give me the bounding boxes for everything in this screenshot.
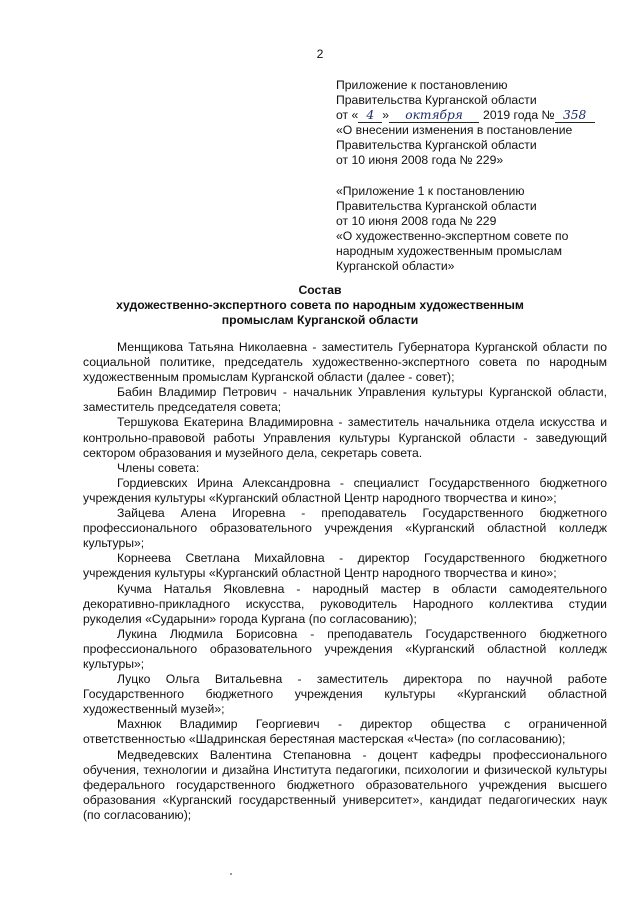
heading-subtitle: промыслам Курганской области	[221, 313, 419, 327]
member-paragraph: Гордиевских Ирина Александровна - специалист Государственного бюджетного учреждения культуры «Курганский областной Центр народного творчества и кино»;	[83, 475, 607, 505]
member-paragraph: Лукина Людмила Борисовна - преподаватель Государственного бюджетного профессионального образовательного учреждения «Курганский областной колледж культуры»;	[83, 626, 607, 671]
handwritten-month: октября	[389, 109, 479, 123]
original-appendix-line: «Приложение 1 к постановлению	[336, 183, 525, 198]
appendix-line: Правительства Курганской области	[336, 93, 537, 108]
heading-subtitle: художественно-экспертного совета по народным художественным	[116, 298, 524, 312]
member-paragraph: Кучма Наталья Яковлевна - народный мастер в области самодеятельного декоративно-прикладного искусства, руководитель Народного коллектива студии рукоделия «Сударыни» города Кургана (по согласованию);	[83, 581, 607, 626]
deputy-chair-paragraph: Бабин Владимир Петрович - начальник Управления культуры Курганской области, заместитель председателя совета;	[83, 385, 607, 415]
member-paragraph: Корнеева Светлана Михайловна - директор Государственного бюджетного учреждения культуры «Курганский областной Центр народного творчества и кино»;	[83, 551, 607, 581]
member-paragraph: Луцко Ольга Витальевна - заместитель директора по научной работе Государственного бюджетного учреждения культуры «Курганский областной художественный музей»;	[83, 672, 607, 717]
chair-paragraph: Менщикова Татьяна Николаевна - заместитель Губернатора Курганской области по социальной политике, председатель художественно-экспертного совета по народным художественным промыслам Курганской области (далее - совет);	[83, 340, 607, 385]
handwritten-day: 4	[358, 109, 382, 123]
date-prefix: от «	[336, 108, 359, 123]
original-appendix-line: Курганской области»	[336, 259, 455, 274]
council-composition	[83, 340, 607, 823]
page-number: 2	[316, 47, 324, 61]
handwritten-number: 358	[555, 109, 595, 123]
original-appendix-line: от 10 июня 2008 года № 229	[336, 213, 497, 228]
appendix-line: от 10 июня 2008 года № 229»	[336, 153, 504, 168]
member-paragraph: Медведевских Валентина Степановна - доцент кафедры профессионального обучения, технологии и дизайна Института педагогики, психологии и физической культуры федерального государственного бюджетного образовательного учреждения высшего образования «Курганский государственный университет», кандидат педагогических наук (по согласованию);	[83, 747, 607, 822]
scan-speck	[230, 873, 232, 875]
original-appendix-line: народным художественным промыслам	[336, 243, 563, 258]
members-label: Члены совета:	[117, 460, 200, 475]
member-paragraph: Зайцева Алена Игоревна - преподаватель Государственного бюджетного профессионального образовательного учреждения «Курганский областной колледж культуры»;	[83, 506, 607, 551]
heading-title: Состав	[298, 283, 342, 297]
member-paragraph: Махнюк Владимир Георгиевич - директор общества с ограниченной ответственностью «Шадринская берестяная мастерская «Честа» (по согласованию);	[83, 717, 607, 747]
date-year: 2019 года №	[483, 108, 555, 123]
appendix-date-line	[336, 108, 606, 123]
appendix-line: Приложение к постановлению	[336, 78, 508, 92]
date-mid: »	[382, 108, 390, 123]
appendix-line: Правительства Курганской области	[336, 138, 537, 153]
original-appendix-line: Правительства Курганской области	[336, 198, 537, 213]
appendix-line: «О внесении изменения в постановление	[336, 123, 573, 138]
secretary-paragraph: Тершукова Екатерина Владимировна - заместитель начальника отдела искусства и контрольно-правовой работы Управления культуры Курганской области - заведующий сектором образования и музейного дела, секретарь совета.	[83, 415, 607, 460]
appendix-header	[336, 78, 606, 274]
original-appendix-line: «О художественно-экспертном совете по	[336, 228, 569, 243]
